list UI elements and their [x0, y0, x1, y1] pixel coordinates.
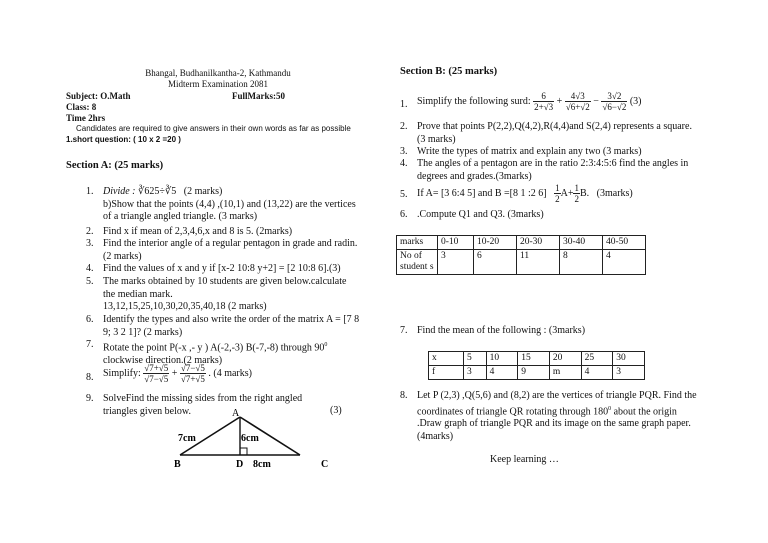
- label-c: C: [321, 459, 329, 470]
- fraction-denominator: 2+√3: [534, 102, 554, 112]
- table-cell: 8: [559, 250, 602, 275]
- q9-text: SolveFind the missing sides from the right angled triangles given below.: [103, 393, 303, 417]
- fraction-numerator: 1: [574, 183, 579, 193]
- section-b-question-8: [400, 390, 700, 443]
- q5-text: The marks obtained by 10 students are given below.calculate the median mark.: [103, 276, 347, 300]
- question-number: 8.: [400, 390, 408, 401]
- q7-text: Rotate the point P(-x ,- y ) A(-2,-3) B(-7,-8) through 90: [103, 342, 325, 354]
- section-b-question-1: [400, 91, 740, 112]
- table-cell: f: [429, 366, 464, 380]
- table-cell: 4: [581, 366, 613, 380]
- fraction-denominator: 2: [574, 194, 579, 204]
- label-b: B: [174, 459, 181, 470]
- class-label: Class: 8: [66, 102, 97, 112]
- b-q1-plus: +: [556, 95, 563, 107]
- question-number: 4.: [400, 158, 408, 169]
- q5-data: 13,12,15,25,10,30,20,35,40,18 (2 marks): [103, 301, 267, 312]
- b-q1-fraction-3: [601, 91, 627, 112]
- section-b-question-5: [400, 183, 730, 204]
- b-q1-fraction-2: [565, 91, 591, 112]
- table-row: [429, 366, 645, 380]
- b-q4-text: The angles of a pentagon are in the ratio 2:3:4:5:6 find the angles in degrees and grades.(3marks): [417, 158, 689, 182]
- q7-degree: 0: [324, 342, 328, 348]
- fraction-denominator: √6+√2: [565, 102, 590, 112]
- full-marks-label: FullMarks:50: [232, 91, 285, 101]
- b-q5-prefix: If A= [3 6:4 5] and B =[8 1 :2 6]: [417, 187, 547, 199]
- table-cell: m: [549, 366, 581, 380]
- fraction-numerator: √7+√5: [144, 363, 169, 373]
- question-number: 6.: [86, 314, 94, 325]
- marks-frequency-table: [396, 235, 646, 275]
- table-cell: 40-50: [602, 236, 645, 250]
- table-cell: 5: [464, 352, 487, 366]
- section-a-question-6: [86, 314, 366, 339]
- side-ad-length: 6cm: [241, 433, 259, 444]
- right-angle-marker: [240, 448, 247, 455]
- question-number: 4.: [86, 263, 94, 274]
- right-triangle-diagram: [160, 405, 360, 480]
- b-q1-prefix: Simplify the following surd:: [417, 95, 531, 107]
- section-a-question-8: [86, 363, 366, 384]
- table-cell: x: [429, 352, 464, 366]
- q1-expression: ∛625÷∛5: [138, 186, 177, 197]
- short-question-heading: 1.short question: ( 10 x 2 =20 ): [66, 135, 181, 144]
- table-cell: 30-40: [559, 236, 602, 250]
- section-b-question-6: [400, 209, 700, 222]
- q1-prefix: Divide :: [103, 186, 136, 197]
- question-number: 3.: [400, 146, 408, 157]
- table-cell: 3: [613, 366, 645, 380]
- table-cell: 6: [473, 250, 516, 275]
- q8-plus: +: [171, 367, 178, 379]
- table-cell: 4: [602, 250, 645, 275]
- b-q1-marks: (3): [629, 95, 642, 107]
- fraction-numerator: 1: [555, 183, 560, 193]
- b-q5-marks: (3marks): [596, 187, 633, 199]
- q1b-text: b)Show that the points (4,4) ,(10,1) and (13,22) are the vertices of a triangle angled triangle. (3 marks): [103, 198, 356, 222]
- q2-text: Find x if mean of 2,3,4,6,x and 8 is 5. (2marks): [103, 226, 293, 237]
- mean-frequency-table: [428, 351, 645, 380]
- q8-fraction-2: [180, 363, 206, 384]
- q8-marks: . (4 marks): [208, 367, 252, 379]
- fraction-numerator: 6: [533, 91, 554, 102]
- q7-text-end: clockwise direction.(2 marks): [103, 354, 223, 366]
- q9-marks: (3): [330, 405, 342, 416]
- question-number: 7.: [86, 339, 94, 350]
- question-number: 8.: [86, 372, 94, 383]
- question-number: 1.: [400, 99, 408, 110]
- table-cell: 10: [486, 352, 518, 366]
- section-a-question-5: [86, 276, 358, 314]
- question-number: 2.: [400, 121, 408, 132]
- table-cell: marks: [397, 236, 438, 250]
- b-q5-b: B.: [579, 187, 590, 199]
- section-a-question-1: [86, 186, 366, 224]
- table-cell: 4: [486, 366, 518, 380]
- section-b-question-4: [400, 158, 710, 183]
- table-cell: 30: [613, 352, 645, 366]
- b-q8-degree: 0: [608, 405, 612, 412]
- b-q6-text: .Compute Q1 and Q3. (3marks): [417, 209, 544, 220]
- side-ab-length: 7cm: [178, 433, 196, 444]
- b-q1-minus: −: [593, 95, 599, 107]
- b-q3-text: Write the types of matrix and explain any two (3 marks): [417, 146, 642, 157]
- b-q1-fraction-1: [533, 91, 554, 112]
- school-name: Bhangal, Budhanilkantha-2, Kathmandu: [145, 68, 291, 78]
- question-number: 6.: [400, 209, 408, 220]
- table-cell: 20-30: [516, 236, 559, 250]
- fraction-numerator: √7−√5: [180, 363, 205, 373]
- b-q2-text: Prove that points P(2,2),Q(4,2),R(4,4)and S(2,4) represents a square. (3 marks): [417, 121, 692, 145]
- q4-text: Find the values of x and y if [x-2 10:8 y+2] = [2 10:8 6].(3): [103, 263, 341, 274]
- q3-text: Find the interior angle of a regular pentagon in grade and radin. (2 marks): [103, 238, 358, 262]
- instructions: Candidates are required to give answers in their own words as far as possible: [76, 124, 351, 133]
- section-b-question-3: [400, 146, 700, 159]
- table-cell: 3: [464, 366, 487, 380]
- table-cell: 15: [518, 352, 550, 366]
- question-number: 5.: [86, 276, 94, 287]
- fraction-denominator: √6−√2: [602, 102, 627, 112]
- section-a-question-4: [86, 263, 376, 276]
- time-label: Time 2hrs: [66, 113, 106, 123]
- fraction-denominator: √7+√5: [180, 374, 205, 384]
- section-a-question-2: [86, 226, 366, 239]
- fraction-denominator: √7−√5: [144, 374, 169, 384]
- section-a-question-3: [86, 238, 358, 263]
- table-cell: 9: [518, 366, 550, 380]
- label-a: A: [232, 408, 240, 419]
- b-q7-text: Find the mean of the following : (3marks): [417, 325, 586, 336]
- table-cell: 0-10: [438, 236, 474, 250]
- question-number: 9.: [86, 393, 94, 404]
- section-b-title: Section B: (25 marks): [400, 66, 498, 77]
- fraction-denominator: 2: [555, 194, 560, 204]
- b-q8-text-end: about the origin .Draw graph of triangle PQR and its image on the same graph paper. (4marks): [417, 405, 691, 442]
- table-row: [429, 352, 645, 366]
- section-a-title: Section A: (25 marks): [66, 160, 164, 171]
- table-cell: 10-20: [473, 236, 516, 250]
- label-d: D: [236, 459, 244, 470]
- table-row: [397, 250, 646, 275]
- table-cell: 11: [516, 250, 559, 275]
- exam-title: Midterm Examination 2081: [168, 79, 268, 89]
- question-number: 1.: [86, 186, 94, 197]
- table-cell: 25: [581, 352, 613, 366]
- question-number: 3.: [86, 238, 94, 249]
- q8-fraction-1: [143, 363, 169, 384]
- q1-marks: (2 marks): [183, 186, 223, 197]
- question-number: 7.: [400, 325, 408, 336]
- b-q5-a: A+: [560, 187, 574, 199]
- table-cell: 20: [549, 352, 581, 366]
- side-dc-length: 8cm: [253, 459, 271, 470]
- table-cell: No of student s: [397, 250, 438, 275]
- q6-text: Identify the types and also write the order of the matrix A = [7 8 9; 3 2 1]? (2 marks): [103, 314, 360, 338]
- question-number: 5.: [400, 189, 408, 200]
- section-b-question-7: [400, 325, 700, 338]
- q8-prefix: Simplify:: [103, 367, 141, 379]
- fraction-numerator: 3√2: [601, 91, 627, 102]
- b-q8-text: Let P (2,3) ,Q(5,6) and (8,2) are the vertices of triangle PQR. Find the coordinates of triangle QR rotating through 180: [417, 390, 697, 417]
- fraction-numerator: 4√3: [565, 91, 591, 102]
- question-number: 2.: [86, 226, 94, 237]
- section-b-question-2: [400, 121, 700, 146]
- table-header-row: [397, 236, 646, 250]
- table-cell: 3: [438, 250, 474, 275]
- footer-keep-learning: Keep learning …: [490, 454, 559, 465]
- subject-label: Subject: O.Math: [66, 91, 131, 101]
